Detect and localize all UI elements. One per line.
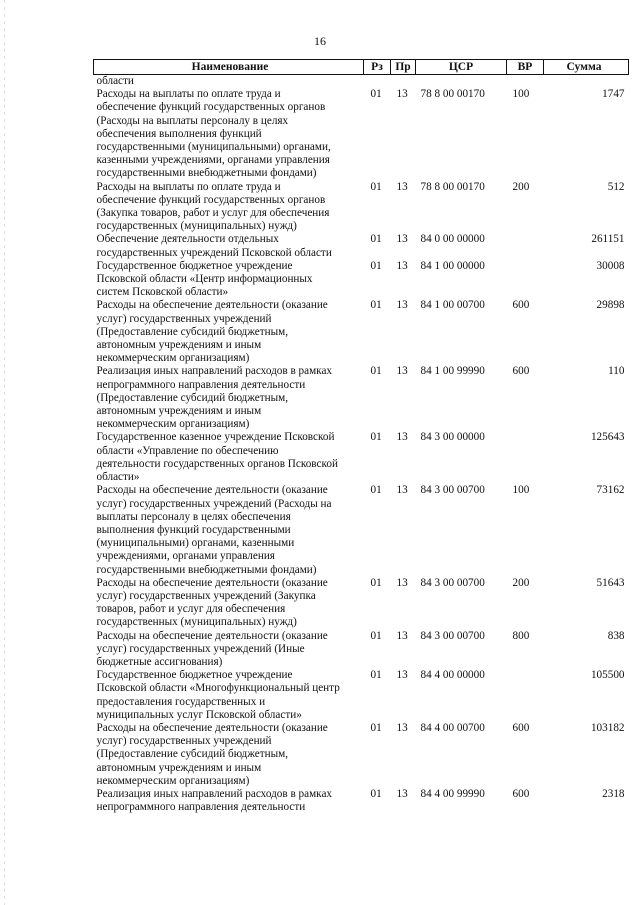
cell-csr: 78 8 00 00170 [420, 180, 485, 193]
header-sum: Сумма [544, 60, 629, 75]
cell-csr: 84 3 00 00700 [420, 484, 485, 497]
cell-name: Расходы на обеспечение деятельности (оказание услуг) государственных учреждений (Предоставление субсидий бюджетным, автономным учреждениям и иным некоммерческим организациям) [96, 299, 328, 365]
cell-sum: 73162 [596, 484, 625, 497]
cell-sum: 29898 [596, 299, 625, 312]
cell-vr [507, 233, 544, 259]
cell-pr: 13 [396, 180, 408, 193]
cell-name: Расходы на выплаты по оплате труда и обеспечение функций государственных органов (Расходы на выплаты персоналу в целях обеспечения выполнения функций государственными (муниципальными) органами, казенными учреждениями, органами управления государственными внебюджетными фондами) [96, 88, 331, 180]
cell-rz: 01 [370, 299, 382, 312]
cell-rz: 01 [370, 431, 382, 444]
header-pr: Пр [391, 60, 416, 75]
cell-csr: 84 3 00 00700 [420, 576, 485, 589]
cell-sum: 2318 [602, 787, 625, 800]
table-header-row [94, 60, 629, 75]
cell-sum: 105500 [590, 669, 625, 682]
cell-csr: 84 4 00 99990 [420, 787, 485, 800]
cell-vr: 600 [512, 299, 530, 312]
cell-name: Государственное бюджетное учреждение Псковской области «Центр информационных систем Псковской области» [96, 259, 313, 299]
table-row [94, 788, 629, 814]
cell-pr: 13 [396, 431, 408, 444]
cell-csr: 84 3 00 00000 [420, 431, 485, 444]
cell-rz: 01 [370, 669, 382, 682]
cell-name: Расходы на обеспечение деятельности (оказание услуг) государственных учреждений (Расходы на выплаты персоналу в целях обеспечения выполнения функций государственными (муниципальными) органами, казенными учреждениями, органами управления государственными внебюджетными фондами) [96, 484, 332, 576]
cell-name: Расходы на обеспечение деятельности (оказание услуг) государственных учреждений (Иные бюджетные ассигнования) [96, 629, 328, 668]
cell-sum: 838 [607, 629, 625, 642]
table-row [94, 260, 629, 300]
cell-csr: 84 1 00 99990 [420, 365, 485, 378]
cell-vr: 100 [512, 88, 530, 101]
cell-rz: 01 [370, 484, 382, 497]
cell-name: Расходы на выплаты по оплате труда и обеспечение функций государственных органов (Закупка товаров, работ и услуг для обеспечения государственных (муниципальных) нужд) [96, 180, 330, 233]
table-row [94, 299, 629, 365]
cell-vr [507, 75, 544, 89]
table-row [94, 630, 629, 670]
cell-rz: 01 [370, 787, 382, 800]
header-rz: Рз [364, 60, 391, 75]
cell-csr: 84 4 00 00700 [420, 721, 485, 734]
cell-pr: 13 [396, 787, 408, 800]
header-csr: ЦСР [416, 60, 507, 75]
cell-sum: 110 [608, 365, 625, 378]
cell-csr: 84 3 00 00700 [420, 629, 485, 642]
table-row [94, 365, 629, 431]
cell-vr: 800 [512, 629, 530, 642]
page-number: 16 [314, 34, 326, 48]
cell-sum: 261151 [591, 233, 625, 246]
cell-vr: 200 [512, 576, 530, 589]
table-row [94, 577, 629, 630]
table-row [94, 88, 629, 180]
cell-pr: 13 [396, 669, 408, 682]
cell-vr: 600 [512, 365, 530, 378]
cell-name: Реализация иных направлений расходов в рамках непрограммного направления деятельности (Предоставление субсидий бюджетным, автономным учреждениям и иным некоммерческим организациям) [96, 365, 333, 431]
cell-vr: 200 [512, 180, 530, 193]
header-vr: ВР [507, 60, 544, 75]
table-row [94, 431, 629, 484]
cell-vr [507, 260, 544, 300]
cell-pr: 13 [396, 721, 408, 734]
cell-csr: 78 8 00 00170 [420, 88, 485, 101]
cell-name: области [96, 75, 134, 87]
cell-sum [544, 75, 629, 89]
cell-sum: 103182 [590, 721, 625, 734]
cell-pr: 13 [396, 484, 408, 497]
cell-name: Расходы на обеспечение деятельности (оказание услуг) государственных учреждений (Предоставление субсидий бюджетным, автономным учреждениям и иным некоммерческим организациям) [96, 721, 328, 787]
cell-vr: 600 [512, 787, 530, 800]
cell-pr: 13 [396, 365, 408, 378]
cell-pr [391, 75, 416, 89]
cell-vr [507, 669, 544, 722]
cell-rz [364, 75, 391, 89]
header-name: Наименование [94, 60, 364, 75]
table-row [94, 75, 629, 89]
cell-pr: 13 [396, 576, 408, 589]
budget-table [93, 59, 629, 814]
scan-edge-artifact [4, 0, 5, 905]
cell-sum: 1747 [602, 88, 625, 101]
cell-csr: 84 0 00 00000 [420, 233, 485, 246]
cell-pr: 13 [396, 299, 408, 312]
cell-pr: 13 [396, 233, 408, 246]
cell-name: Обеспечение деятельности отдельных государственных учреждений Псковской области [96, 233, 332, 259]
cell-name: Государственное бюджетное учреждение Псковской области «Многофункциональный центр предоставления государственных и муниципальных услуг Псковской области» [96, 669, 340, 721]
cell-rz: 01 [370, 629, 382, 642]
cell-name: Расходы на обеспечение деятельности (оказание услуг) государственных учреждений (Закупка товаров, работ и услуг для обеспечения государственных (муниципальных) нужд) [96, 576, 328, 629]
cell-rz: 01 [370, 233, 382, 246]
cell-rz: 01 [370, 365, 382, 378]
cell-pr: 13 [396, 259, 408, 272]
table-body [94, 75, 629, 815]
cell-rz: 01 [370, 721, 382, 734]
cell-name: Реализация иных направлений расходов в рамках непрограммного направления деятельности [96, 787, 333, 814]
cell-sum: 51643 [596, 576, 625, 589]
cell-sum: 512 [607, 180, 625, 193]
cell-name: Государственное казенное учреждение Псковской области «Управление по обеспечению деятельности государственных органов Псковской области» [96, 431, 338, 484]
cell-pr: 13 [396, 88, 408, 101]
cell-csr: 84 1 00 00000 [420, 259, 485, 272]
table-row [94, 181, 629, 234]
table-row [94, 722, 629, 788]
cell-csr [416, 75, 507, 89]
cell-rz: 01 [370, 180, 382, 193]
cell-csr: 84 1 00 00700 [420, 299, 485, 312]
table-row [94, 669, 629, 722]
table-row [94, 484, 629, 576]
cell-rz: 01 [370, 259, 382, 272]
cell-sum: 30008 [596, 259, 625, 272]
cell-vr: 600 [512, 721, 530, 734]
cell-pr: 13 [396, 629, 408, 642]
cell-vr [507, 431, 544, 484]
cell-vr: 100 [512, 484, 530, 497]
cell-sum: 125643 [590, 431, 625, 444]
cell-rz: 01 [370, 576, 382, 589]
cell-rz: 01 [370, 88, 382, 101]
table-row [94, 233, 629, 259]
cell-csr: 84 4 00 00000 [420, 669, 485, 682]
